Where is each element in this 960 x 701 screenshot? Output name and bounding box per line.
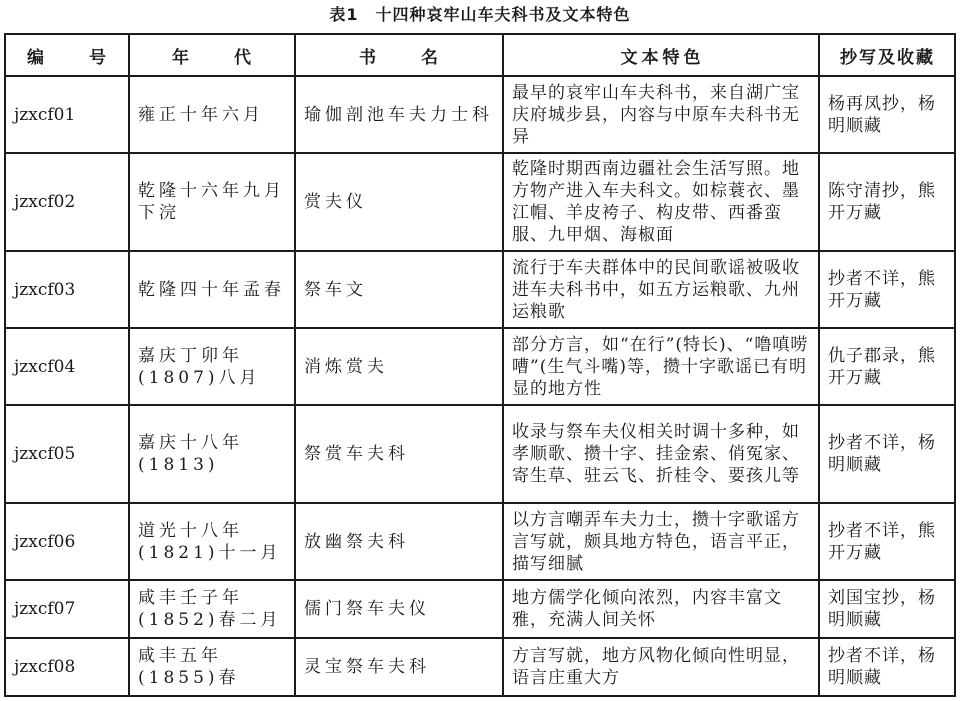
- cell-copy: 陈守清抄，熊开万藏: [819, 153, 955, 251]
- header-era: 年 代: [129, 34, 295, 76]
- cell-title: 赏夫仪: [295, 153, 503, 251]
- cell-features: 乾隆时期西南边疆社会生活写照。地方物产进入车夫科文。如棕蓑衣、墨江帽、羊皮袴子、构皮带、西番蛮服、九甲烟、海椒面: [503, 153, 819, 251]
- cell-title: 放幽祭夫科: [295, 503, 503, 580]
- cell-copy: 刘国宝抄，杨明顺藏: [819, 580, 955, 638]
- cell-era: 乾隆四十年孟春: [129, 251, 295, 328]
- header-features: 文本特色: [503, 34, 819, 76]
- cell-era: 咸丰五年(1855)春: [129, 638, 295, 696]
- header-copy: 抄写及收藏: [819, 34, 955, 76]
- cell-code: jzxcf03: [5, 251, 129, 328]
- cell-code: jzxcf04: [5, 328, 129, 405]
- cell-copy: 抄者不详，熊开万藏: [819, 503, 955, 580]
- cell-title: 瑜伽剖池车夫力士科: [295, 76, 503, 153]
- cell-copy: 抄者不详，杨明顺藏: [819, 405, 955, 503]
- header-title: 书 名: [295, 34, 503, 76]
- table-row: [5, 638, 955, 696]
- table-row: [5, 580, 955, 638]
- cell-copy: 杨再凤抄，杨明顺藏: [819, 76, 955, 153]
- cell-features: 最早的哀牢山车夫科书，来自湖广宝庆府城步县，内容与中原车夫科书无异: [503, 76, 819, 153]
- cell-era: 嘉庆十八年(1813): [129, 405, 295, 503]
- table-caption: 表1 十四种哀牢山车夫科书及文本特色: [329, 5, 631, 24]
- cell-code: jzxcf01: [5, 76, 129, 153]
- cell-copy: 仇子郡录，熊开万藏: [819, 328, 955, 405]
- cell-title: 祭车文: [295, 251, 503, 328]
- cell-code: jzxcf06: [5, 503, 129, 580]
- table-row: [5, 251, 955, 328]
- cell-era: 雍正十年六月: [129, 76, 295, 153]
- cell-copy: 抄者不详，杨明顺藏: [819, 638, 955, 696]
- cell-era: 乾隆十六年九月下浣: [129, 153, 295, 251]
- cell-copy: 抄者不详，熊开万藏: [819, 251, 955, 328]
- cell-features: 部分方言，如“在行”(特长)、“噜嗔唠嘈”(生气斗嘴)等，攒十字歌谣已有明显的地方性: [503, 328, 819, 405]
- cell-era: 道光十八年(1821)十一月: [129, 503, 295, 580]
- cell-features: 收录与祭车夫仪相关时调十多种，如孝顺歌、攒十字、挂金索、俏冤家、寄生草、驻云飞、折桂令、要孩儿等: [503, 405, 819, 503]
- cell-features: 地方儒学化倾向浓烈，内容丰富文雅，充满人间关怀: [503, 580, 819, 638]
- cell-features: 方言写就，地方风物化倾向性明显，语言庄重大方: [503, 638, 819, 696]
- table-row: [5, 405, 955, 503]
- header-code: 编 号: [5, 34, 129, 76]
- cell-era: 嘉庆丁卯年(1807)八月: [129, 328, 295, 405]
- cell-code: jzxcf08: [5, 638, 129, 696]
- table-row: [5, 153, 955, 251]
- table-row: [5, 76, 955, 153]
- table-row: [5, 328, 955, 405]
- cell-features: 流行于车夫群体中的民间歌谣被吸收进车夫科书中，如五方运粮歌、九州运粮歌: [503, 251, 819, 328]
- header-row: [5, 34, 955, 76]
- table-row: [5, 503, 955, 580]
- cell-era: 咸丰壬子年(1852)春二月: [129, 580, 295, 638]
- cell-title: 儒门祭车夫仪: [295, 580, 503, 638]
- cell-code: jzxcf07: [5, 580, 129, 638]
- texts-table: [4, 33, 956, 697]
- cell-code: jzxcf05: [5, 405, 129, 503]
- cell-code: jzxcf02: [5, 153, 129, 251]
- cell-title: 消炼赏夫: [295, 328, 503, 405]
- cell-title: 祭赏车夫科: [295, 405, 503, 503]
- cell-title: 灵宝祭车夫科: [295, 638, 503, 696]
- cell-features: 以方言嘲弄车夫力士，攒十字歌谣方言写就，颇具地方特色，语言平正，描写细腻: [503, 503, 819, 580]
